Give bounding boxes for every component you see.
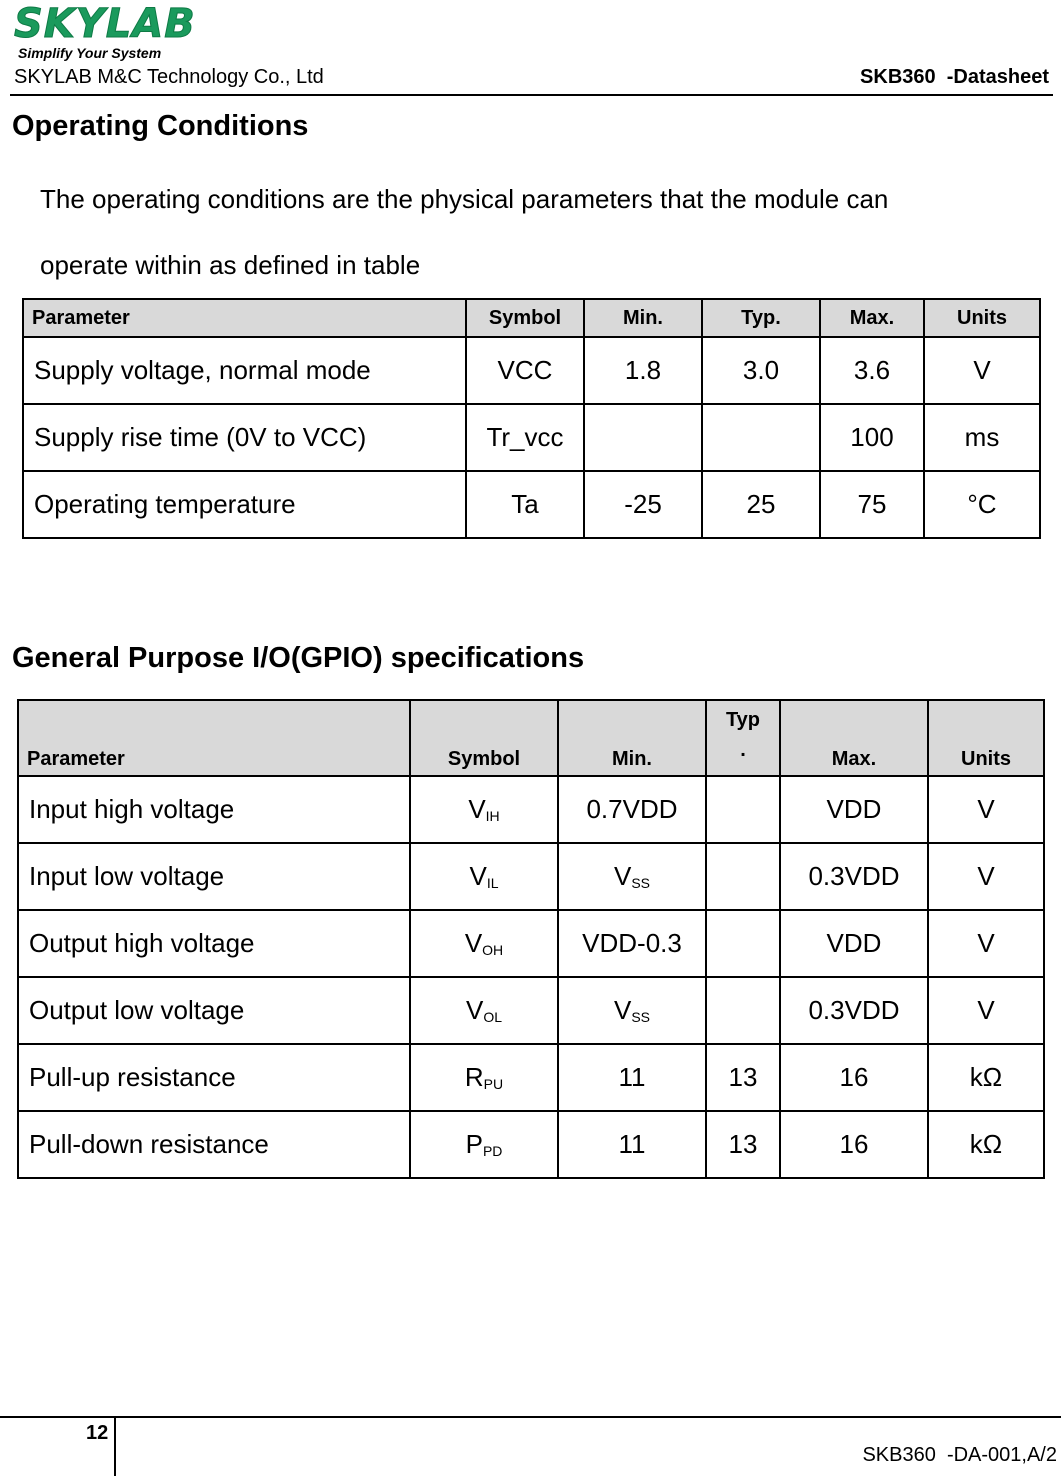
cell-parameter: Supply voltage, normal mode — [23, 337, 466, 404]
cell-max: 75 — [820, 471, 924, 538]
cell-symbol — [410, 1111, 558, 1178]
cell-parameter: Output high voltage — [18, 910, 410, 977]
cell-symbol — [410, 977, 558, 1044]
column-header-typ: Typ. — [702, 299, 820, 337]
column-header-max: Max. — [780, 700, 928, 776]
skylab-logo — [14, 2, 214, 60]
gpio-specifications-table — [17, 699, 1045, 1179]
min-base: 11 — [618, 1062, 646, 1092]
cell-min — [558, 1044, 706, 1111]
intro-paragraph-line-2: operate within as defined in table — [40, 250, 421, 280]
table-row — [23, 404, 1040, 471]
cell-max: VDD — [780, 776, 928, 843]
cell-min: -25 — [584, 471, 702, 538]
cell-units: V — [928, 910, 1044, 977]
cell-min — [584, 404, 702, 471]
symbol-base: V — [468, 794, 486, 824]
logo-tagline: Simplify Your System — [18, 45, 162, 61]
cell-min — [558, 843, 706, 910]
cell-typ — [706, 977, 780, 1044]
column-header-units: Units — [924, 299, 1040, 337]
typ-header-line-1: Typ — [725, 709, 761, 731]
symbol-subscript: IL — [486, 875, 499, 891]
table-row — [18, 776, 1044, 843]
cell-parameter: Pull-up resistance — [18, 1044, 410, 1111]
cell-typ — [706, 776, 780, 843]
symbol-subscript: OL — [483, 1009, 503, 1025]
cell-symbol: VCC — [466, 337, 584, 404]
cell-max: 0.3VDD — [780, 977, 928, 1044]
column-header-symbol: Symbol — [410, 700, 558, 776]
symbol-subscript: PU — [483, 1076, 504, 1092]
cell-parameter: Input high voltage — [18, 776, 410, 843]
section-title-operating-conditions: Operating Conditions — [12, 110, 309, 142]
symbol-base: R — [464, 1062, 484, 1092]
cell-parameter: Operating temperature — [23, 471, 466, 538]
cell-max: 16 — [780, 1111, 928, 1178]
cell-min: 1.8 — [584, 337, 702, 404]
section-title-gpio: General Purpose I/O(GPIO) specifications — [12, 642, 585, 674]
intro-paragraph-line-1: The operating conditions are the physical parameters that the module can — [40, 184, 889, 214]
cell-symbol — [410, 1044, 558, 1111]
cell-max: VDD — [780, 910, 928, 977]
column-header-parameter: Parameter — [18, 700, 410, 776]
table-header-row — [23, 299, 1040, 337]
cell-typ: 3.0 — [702, 337, 820, 404]
cell-units: °C — [924, 471, 1040, 538]
cell-parameter: Input low voltage — [18, 843, 410, 910]
cell-typ: 13 — [706, 1044, 780, 1111]
header-divider — [10, 94, 1053, 96]
cell-max: 16 — [780, 1044, 928, 1111]
cell-parameter: Output low voltage — [18, 977, 410, 1044]
cell-units: V — [928, 977, 1044, 1044]
cell-min — [558, 910, 706, 977]
cell-typ — [706, 843, 780, 910]
column-header-parameter: Parameter — [23, 299, 466, 337]
typ-header-line-2: . — [740, 739, 746, 761]
column-header-min: Min. — [558, 700, 706, 776]
cell-typ — [702, 404, 820, 471]
cell-units: V — [928, 776, 1044, 843]
column-header-units: Units — [928, 700, 1044, 776]
cell-parameter: Pull-down resistance — [18, 1111, 410, 1178]
cell-symbol: Tr_vcc — [466, 404, 584, 471]
min-base: V — [613, 995, 632, 1025]
table-row — [18, 910, 1044, 977]
min-subscript: SS — [631, 875, 651, 891]
cell-typ — [706, 910, 780, 977]
cell-max: 0.3VDD — [780, 843, 928, 910]
table-row — [18, 1044, 1044, 1111]
cell-min — [558, 776, 706, 843]
company-name: SKYLAB M&C Technology Co., Ltd — [14, 66, 324, 88]
column-header-max: Max. — [820, 299, 924, 337]
table-row — [18, 977, 1044, 1044]
table-row — [18, 1111, 1044, 1178]
footer-document-code: SKB360 -DA-001,A/2 — [862, 1444, 1057, 1466]
operating-conditions-table — [22, 298, 1041, 539]
cell-symbol: Ta — [466, 471, 584, 538]
symbol-base: V — [465, 995, 484, 1025]
cell-typ: 13 — [706, 1111, 780, 1178]
symbol-subscript: PD — [482, 1143, 503, 1159]
cell-symbol — [410, 910, 558, 977]
min-base: VDD-0.3 — [582, 928, 682, 958]
cell-max: 100 — [820, 404, 924, 471]
min-base: V — [613, 861, 632, 891]
cell-min — [558, 977, 706, 1044]
column-header-symbol: Symbol — [466, 299, 584, 337]
table-row — [23, 337, 1040, 404]
cell-symbol — [410, 776, 558, 843]
min-subscript: SS — [631, 1009, 651, 1025]
symbol-base: V — [469, 861, 487, 891]
footer-vertical-divider — [114, 1416, 116, 1476]
logo-wordmark: SKYLAB — [14, 1, 196, 47]
cell-units: kΩ — [928, 1044, 1044, 1111]
symbol-base: P — [465, 1129, 483, 1159]
cell-units: ms — [924, 404, 1040, 471]
page-number: 12 — [86, 1422, 109, 1444]
cell-min — [558, 1111, 706, 1178]
cell-symbol — [410, 843, 558, 910]
symbol-subscript: OH — [482, 942, 504, 958]
cell-units: V — [924, 337, 1040, 404]
min-base: 11 — [618, 1129, 646, 1159]
column-header-typ — [706, 700, 780, 776]
cell-typ: 25 — [702, 471, 820, 538]
table-row — [18, 843, 1044, 910]
min-base: 0.7VDD — [586, 794, 678, 824]
symbol-subscript: IH — [485, 808, 500, 824]
table-header-row — [18, 700, 1044, 776]
table-row — [23, 471, 1040, 538]
cell-max: 3.6 — [820, 337, 924, 404]
cell-units: kΩ — [928, 1111, 1044, 1178]
document-title: SKB360 -Datasheet — [860, 66, 1049, 88]
cell-units: V — [928, 843, 1044, 910]
cell-parameter: Supply rise time (0V to VCC) — [23, 404, 466, 471]
symbol-base: V — [464, 928, 483, 958]
column-header-min: Min. — [584, 299, 702, 337]
footer-divider — [0, 1416, 1061, 1418]
